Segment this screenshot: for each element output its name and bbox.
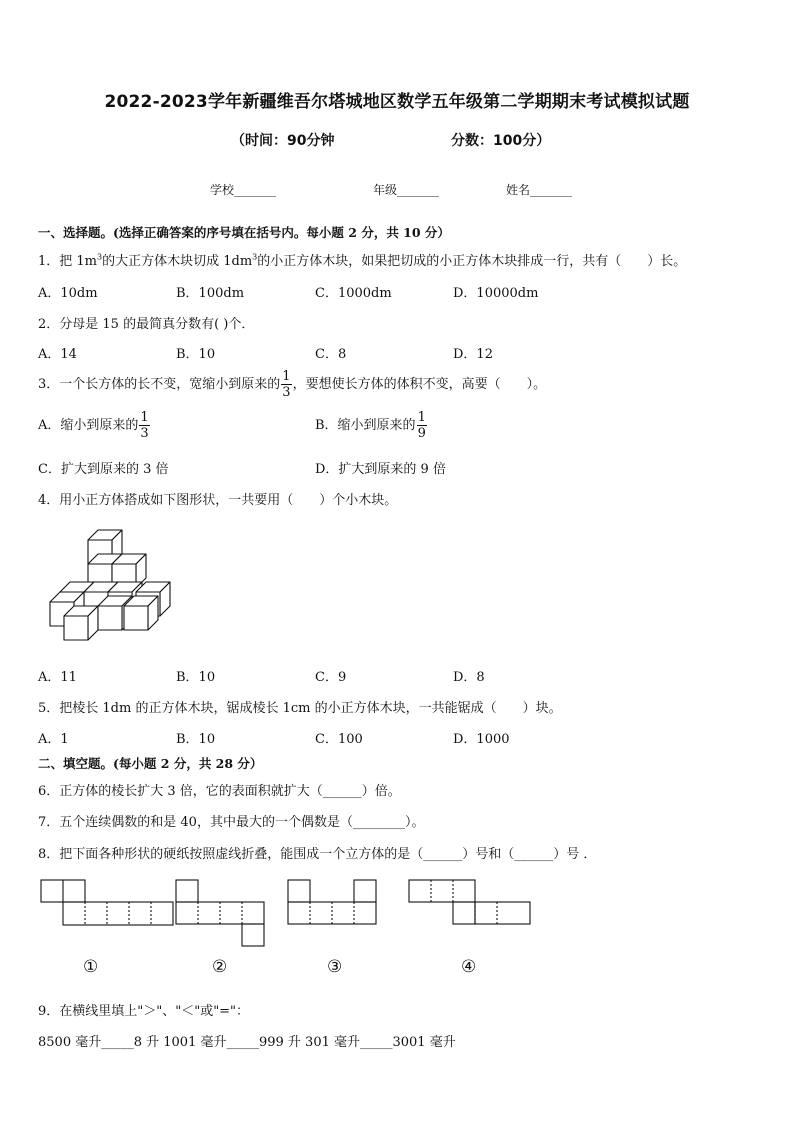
q5-option-d: D．1000 bbox=[453, 732, 510, 747]
question-3 bbox=[38, 370, 546, 399]
q5-option-a: A．1 bbox=[38, 732, 69, 747]
school-field: 学校_______ bbox=[210, 183, 277, 197]
question-9-blanks: 8500 毫升_____8 升 1001 毫升_____999 升 301 毫升_____3001 毫升 bbox=[38, 1035, 456, 1050]
exam-score: 分数：100分） bbox=[451, 133, 551, 149]
question-6: 6．正方体的棱长扩大 3 倍，它的表面积就扩大（______）倍。 bbox=[38, 784, 401, 799]
question-1 bbox=[38, 250, 686, 269]
q3-part1: 3．一个长方体的长不变，宽缩小到原来的 bbox=[38, 377, 281, 392]
cube-stack-figure bbox=[40, 526, 185, 648]
cube-nets-figure bbox=[38, 876, 538, 952]
q1-option-b: B．100dm bbox=[176, 286, 245, 301]
name-field: 姓名_______ bbox=[506, 183, 573, 197]
cube-front-1 bbox=[64, 606, 98, 640]
q3-option-d: D．扩大到原来的 9 倍 bbox=[315, 462, 446, 477]
q4-option-c: C．9 bbox=[315, 670, 347, 685]
q3-fraction: $\frac{1}{3}$ bbox=[282, 369, 291, 400]
exam-title: 2022-2023学年新疆维吾尔塔城地区数学五年级第二学期期末考试模拟试题 bbox=[104, 92, 690, 112]
question-5: 5．把棱长 1dm 的正方体木块，锯成棱长 1cm 的小正方体木块，一共能锯成（ ）块。 bbox=[38, 701, 562, 716]
cube-net-1 bbox=[41, 880, 173, 925]
q1-option-a: A．10dm bbox=[38, 286, 98, 301]
q4-option-d: D．8 bbox=[453, 670, 485, 685]
question-7: 7．五个连续偶数的和是 40，其中最大的一个偶数是（________）。 bbox=[38, 815, 425, 830]
q3-option-a: A．缩小到原来的 $\frac{1}{3}$ bbox=[38, 410, 149, 441]
q1-part3: 的小正方体木块，如果把切成的小正方体木块排成一行，共有（ ）长。 bbox=[257, 254, 687, 269]
exam-time: （时间：90分钟 bbox=[231, 133, 335, 149]
q3-option-b: B．缩小到原来的 $\frac{1}{9}$ bbox=[315, 410, 426, 441]
section-1-title: 一、选择题。(选择正确答案的序号填在括号内。每小题 2 分，共 10 分） bbox=[38, 225, 450, 240]
q4-option-b: B．10 bbox=[176, 670, 216, 685]
q2-option-d: D．12 bbox=[453, 347, 493, 362]
q5-option-c: C．100 bbox=[315, 732, 363, 747]
question-9: 9．在横线里填上"＞"、"＜"或"="： bbox=[38, 1004, 250, 1019]
cube-net-3 bbox=[288, 880, 376, 924]
q2-option-c: C．8 bbox=[315, 347, 347, 362]
q1-part1: 1．把 1m bbox=[38, 254, 98, 269]
q1-sup1: 3 bbox=[97, 252, 103, 262]
question-2: 2．分母是 15 的最简真分数有( )个． bbox=[38, 317, 255, 332]
q1-sup2: 3 bbox=[252, 252, 258, 262]
q3-part2: ，要想使长方体的体积不变，高要（ ）。 bbox=[292, 377, 547, 392]
q3-option-a-fraction: $\frac{1}{3}$ bbox=[140, 410, 149, 441]
q1-option-c: C．1000dm bbox=[315, 286, 392, 301]
q1-part2: 的大正方体木块切成 1dm bbox=[102, 254, 253, 269]
cube-net-2 bbox=[176, 880, 264, 946]
net-label-1: ① bbox=[83, 957, 99, 977]
question-4: 4．用小正方体搭成如下图形状，一共要用（ ）个小木块。 bbox=[38, 493, 398, 508]
q1-option-d: D．10000dm bbox=[453, 286, 539, 301]
q2-option-a: A．14 bbox=[38, 347, 77, 362]
net-label-2: ② bbox=[212, 957, 228, 977]
q3-option-c: C．扩大到原来的 3 倍 bbox=[38, 462, 169, 477]
q3-option-b-fraction: $\frac{1}{9}$ bbox=[417, 410, 426, 441]
q5-option-b: B．10 bbox=[176, 732, 216, 747]
section-2-title: 二、填空题。(每小题 2 分，共 28 分） bbox=[38, 756, 263, 771]
q4-option-a: A．11 bbox=[38, 670, 77, 685]
cube-net-4 bbox=[409, 880, 530, 924]
cube-front-3 bbox=[124, 596, 158, 630]
net-label-3: ③ bbox=[327, 957, 343, 977]
q2-option-b: B．10 bbox=[176, 347, 216, 362]
net-label-4: ④ bbox=[461, 957, 477, 977]
question-8: 8．把下面各种形状的硬纸按照虚线折叠，能围成一个立方体的是（______）号和（______）号 ． bbox=[38, 847, 597, 862]
grade-field: 年级_______ bbox=[373, 183, 440, 197]
